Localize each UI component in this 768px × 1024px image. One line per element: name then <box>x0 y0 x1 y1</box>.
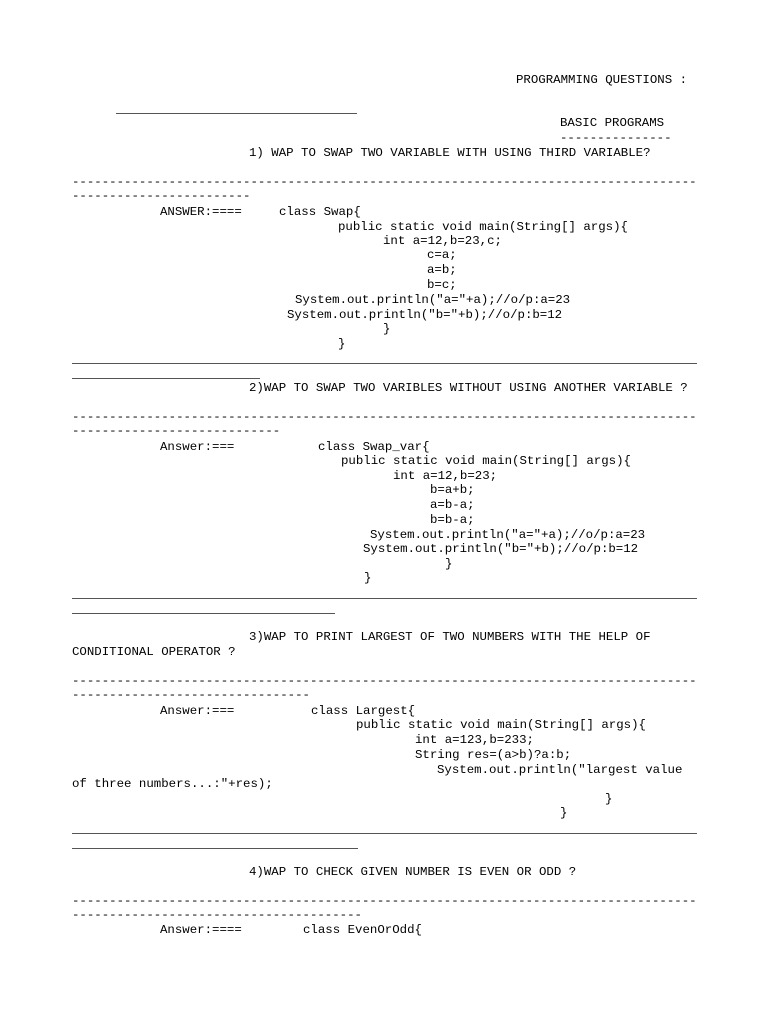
q3-code-line: int a=123,b=233; <box>415 733 534 747</box>
q2-code-line: } <box>445 557 453 571</box>
q1-code-line: System.out.println("b="+b);//o/p:b=12 <box>287 308 563 322</box>
question-4: 4)WAP TO CHECK GIVEN NUMBER IS EVEN OR ODD ? <box>249 865 577 879</box>
q2-separator-rule <box>72 598 697 599</box>
q4-code-line: class EvenOrOdd{ <box>303 923 422 937</box>
q2-code-line: b=a+b; <box>430 483 475 497</box>
q2-code-line: public static void main(String[] args){ <box>341 454 631 468</box>
q2-code-line: } <box>364 571 372 585</box>
q1-code-line: public static void main(String[] args){ <box>338 220 628 234</box>
q4-dash-line-2: --------------------------------------- <box>72 908 362 922</box>
q3-code-line: class Largest{ <box>311 704 416 718</box>
q2-separator-rule-short <box>72 613 335 614</box>
q2-dash-line-2: ---------------------------- <box>72 424 281 438</box>
q1-code-line: a=b; <box>427 263 457 277</box>
question-1: 1) WAP TO SWAP TWO VARIABLE WITH USING THIRD VARIABLE? <box>249 146 651 160</box>
q1-code-line: System.out.println("a="+a);//o/p:a=23 <box>295 293 571 307</box>
q3-code-line: of three numbers...:"+res); <box>72 777 273 791</box>
q1-answer-label: ANSWER:==== <box>160 205 242 219</box>
section-underline: --------------- <box>560 131 672 145</box>
question-2: 2)WAP TO SWAP TWO VARIBLES WITHOUT USING ANOTHER VARIABLE ? <box>249 381 688 395</box>
title-rule <box>116 113 357 114</box>
q1-code-line: c=a; <box>427 248 457 262</box>
q2-code-line: b=b-a; <box>430 513 475 527</box>
q3-answer-label: Answer:=== <box>160 704 235 718</box>
question-3-line-1: 3)WAP TO PRINT LARGEST OF TWO NUMBERS WITH THE HELP OF <box>249 630 651 644</box>
q1-separator-rule-short <box>72 378 260 379</box>
q3-code-line: public static void main(String[] args){ <box>356 718 646 732</box>
q1-dash-line-1: ------------------------------------------------------------------------------------ <box>72 175 697 189</box>
question-3-line-2: CONDITIONAL OPERATOR ? <box>72 645 236 659</box>
q1-code-line: int a=12,b=23,c; <box>383 234 502 248</box>
q3-dash-line-1: ------------------------------------------------------------------------------------ <box>72 674 697 688</box>
q2-dash-line-1: ------------------------------------------------------------------------------------ <box>72 410 697 424</box>
q4-dash-line-1: ------------------------------------------------------------------------------------ <box>72 894 697 908</box>
q3-separator-rule <box>72 833 697 834</box>
q2-code-line: System.out.println("a="+a);//o/p:a=23 <box>370 528 646 542</box>
q3-dash-line-2: -------------------------------- <box>72 688 310 702</box>
q2-code-line: int a=12,b=23; <box>393 469 498 483</box>
q1-code-line: class Swap{ <box>279 205 361 219</box>
q3-code-line: } <box>605 792 613 806</box>
q2-answer-label: Answer:=== <box>160 440 235 454</box>
q1-separator-rule <box>72 363 697 364</box>
q2-code-line: class Swap_var{ <box>318 440 430 454</box>
q1-code-line: b=c; <box>427 278 457 292</box>
q1-code-line: } <box>383 322 391 336</box>
q3-code-line: String res=(a>b)?a:b; <box>415 748 572 762</box>
q4-answer-label: Answer:==== <box>160 923 242 937</box>
section-heading: BASIC PROGRAMS <box>560 116 665 130</box>
q1-dash-line-2: ------------------------ <box>72 189 251 203</box>
q2-code-line: System.out.println("b="+b);//o/p:b=12 <box>363 542 639 556</box>
q3-code-line: System.out.println("largest value <box>437 763 683 777</box>
q3-separator-rule-short <box>72 848 358 849</box>
q2-code-line: a=b-a; <box>430 498 475 512</box>
page-title: PROGRAMMING QUESTIONS : <box>516 73 688 87</box>
q3-code-line: } <box>560 806 568 820</box>
q1-code-line: } <box>338 337 346 351</box>
